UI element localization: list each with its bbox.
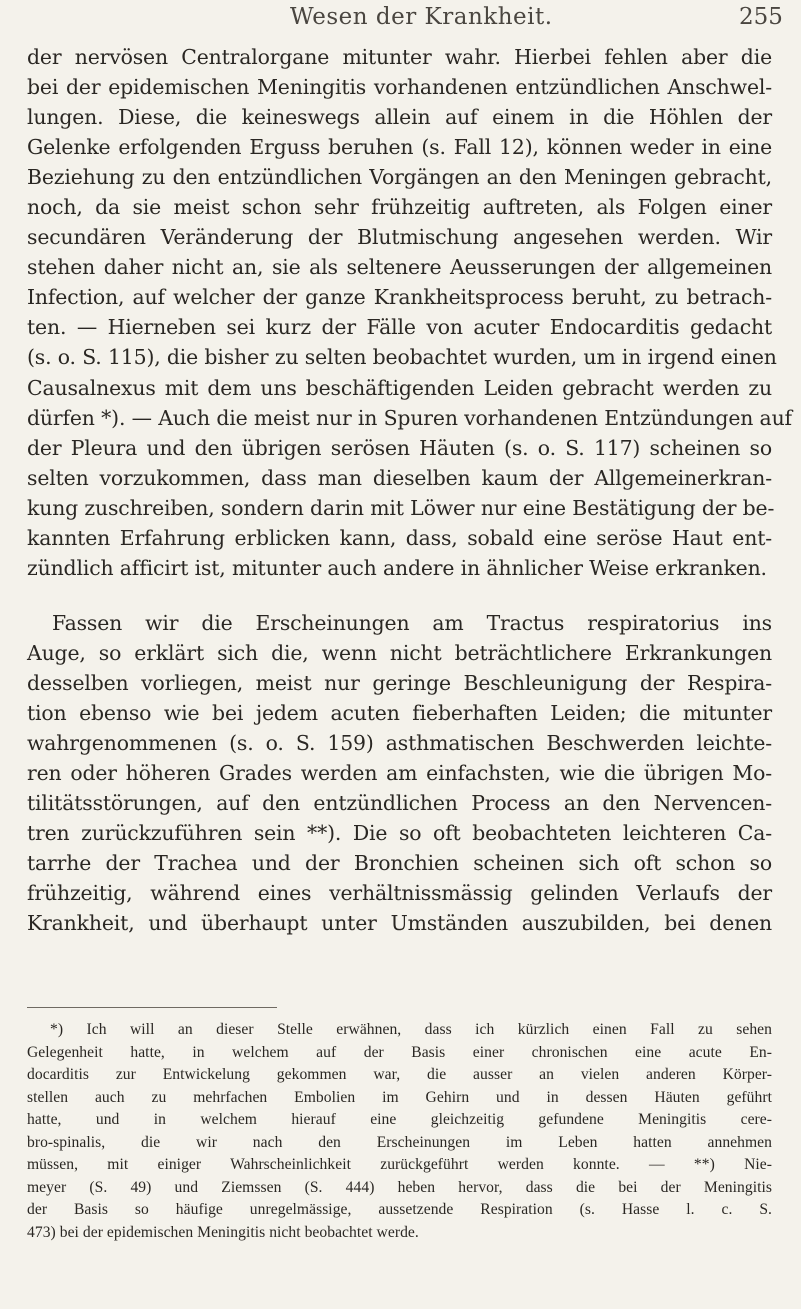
text-line: Krankheit, und überhaupt unter Umständen auszubilden, bei denen [27, 911, 772, 936]
text-line: Infection, auf welcher der ganze Krankheitsprocess beruht, zu betrach- [27, 285, 772, 310]
footnote-line: docarditis zur Entwickelung gekommen war, die ausser an vielen anderen Körper- [27, 1066, 772, 1083]
text-line: noch, da sie meist schon sehr frühzeitig auftreten, als Folgen einer [27, 195, 772, 220]
text-line: kannten Erfahrung erblicken kann, dass, sobald eine seröse Haut ent- [27, 525, 772, 550]
footnote-line: stellen auch zu mehrfachen Embolien im Gehirn und in dessen Häuten geführt [27, 1088, 772, 1106]
footnote-line: müssen, mit einiger Wahrscheinlichkeit zurückgeführt werden konnte. — **) Nie- [27, 1156, 772, 1173]
footnote-line: *) Ich will an dieser Stelle erwähnen, dass ich kürzlich einen Fall zu sehen [50, 1021, 772, 1038]
text-line: tarrhe der Trachea und der Bronchien scheinen sich oft schon so [27, 851, 772, 876]
running-title: Wesen der Krankheit. [290, 4, 553, 30]
text-line: (s. o. S. 115), die bisher zu selten beobachtet wurden, um in irgend einen [27, 345, 777, 370]
text-line: Fassen wir die Erscheinungen am Tractus respiratorius ins [52, 610, 772, 635]
text-line: Beziehung zu den entzündlichen Vorgängen an den Meningen gebracht, [27, 165, 772, 190]
footnote-line: bro-spinalis, die wir nach den Erscheinungen im Leben hatten annehmen [27, 1133, 772, 1151]
text-line: wahrgenommenen (s. o. S. 159) asthmatischen Beschwerden leichte- [27, 731, 772, 756]
page-number: 255 [739, 4, 783, 30]
text-line: der Pleura und den übrigen serösen Häuten (s. o. S. 117) scheinen so [27, 435, 772, 460]
text-line: kung zuschreiben, sondern darin mit Löwer nur eine Bestätigung der be- [27, 495, 775, 520]
footnote-line: hatte, und in welchem hierauf eine gleichzeitig gefundene Meningitis cere- [27, 1111, 772, 1128]
text-line: Causalnexus mit dem uns beschäftigenden Leiden gebracht werden zu [27, 375, 772, 400]
text-line: stehen daher nicht an, sie als seltenere Aeusserungen der allgemeinen [27, 255, 772, 280]
text-line: Gelenke erfolgenden Erguss beruhen (s. Fall 12), können weder in eine [27, 135, 772, 160]
text-line: desselben vorliegen, meist nur geringe Beschleunigung der Respira- [27, 670, 772, 695]
text-line: ren oder höheren Grades werden am einfachsten, wie die übrigen Mo- [27, 761, 772, 786]
footnote-divider [27, 1007, 277, 1008]
text-line: tren zurückzuführen sein **). Die so oft beobachteten leichteren Ca- [27, 821, 772, 846]
paragraph-gap [27, 583, 772, 608]
text-line: zündlich afficirt ist, mitunter auch andere in ähnlicher Weise erkranken. [27, 555, 767, 580]
text-line: frühzeitig, während eines verhältnissmässig gelinden Verlaufs der [27, 881, 772, 906]
footnote-line: Gelegenheit hatte, in welchem auf der Basis einer chronischen eine acute En- [27, 1043, 772, 1061]
text-line: dürfen *). — Auch die meist nur in Spuren vorhandenen Entzündungen auf [27, 405, 792, 430]
footnote-line: 473) bei der epidemischen Meningitis nicht beobachtet werde. [27, 1223, 419, 1241]
text-line: lungen. Diese, die keineswegs allein auf einem in die Höhlen der [27, 105, 772, 130]
body-text [27, 42, 792, 938]
footnotes [27, 1019, 772, 1244]
text-line: der nervösen Centralorgane mitunter wahr. Hierbei fehlen aber die [27, 45, 772, 69]
text-line: selten vorzukommen, dass man dieselben kaum der Allgemeinerkran- [27, 465, 772, 490]
text-line: tion ebenso wie bei jedem acuten fieberhaften Leiden; die mitunter [27, 700, 772, 725]
running-head [0, 4, 801, 38]
text-line: tilitätsstörungen, auf den entzündlichen Process an den Nervencen- [27, 791, 772, 816]
text-line: ten. — Hierneben sei kurz der Fälle von acuter Endocarditis gedacht [27, 315, 772, 340]
footnote-line: meyer (S. 49) und Ziemssen (S. 444) heben hervor, dass die bei der Meningitis [27, 1178, 772, 1196]
text-line: secundären Veränderung der Blutmischung angesehen werden. Wir [27, 225, 772, 250]
footnote-line: der Basis so häufige unregelmässige, aussetzende Respiration (s. Hasse l. c. S. [27, 1201, 772, 1218]
text-line: Auge, so erklärt sich die, wenn nicht beträchtlichere Erkrankungen [27, 640, 772, 665]
text-line: bei der epidemischen Meningitis vorhandenen entzündlichen Anschwel- [27, 75, 772, 100]
